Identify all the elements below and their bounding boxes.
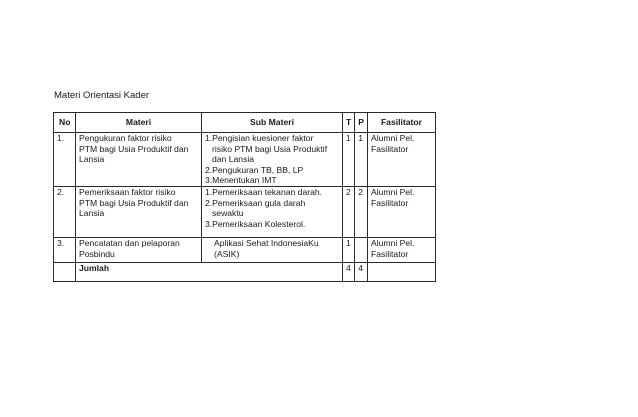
total-fasilitator-empty xyxy=(367,262,435,281)
table-row xyxy=(54,133,436,187)
materi-line: Pemeriksaan faktor risiko xyxy=(79,186,176,197)
table-row xyxy=(54,237,436,262)
total-label: Jumlah xyxy=(76,262,343,281)
fasilitator-line: Fasilitator xyxy=(370,248,409,259)
sub-materi-line: 2.Pengukuran TB, BB, LP xyxy=(205,164,304,175)
row-sub-materi xyxy=(202,133,343,187)
table-row xyxy=(54,186,436,237)
row-no: 2. xyxy=(54,186,76,237)
header-p: P xyxy=(355,113,368,133)
row-no: 1. xyxy=(54,133,76,187)
row-fasilitator xyxy=(367,237,435,262)
sub-materi-line: 3.Pemeriksaan Kolesterol. xyxy=(205,218,306,229)
row-t: 1 xyxy=(343,133,355,187)
row-materi xyxy=(76,237,202,262)
header-t: T xyxy=(343,113,355,133)
header-materi: Materi xyxy=(76,113,202,133)
sub-materi-line: sewaktu xyxy=(212,208,244,219)
materi-line: Posbindu xyxy=(79,248,115,259)
sub-materi-line: 1.Pemeriksaan tekanan darah. xyxy=(205,186,323,197)
row-p: 2 xyxy=(355,186,368,237)
row-no: 3. xyxy=(54,237,76,262)
row-materi xyxy=(76,186,202,237)
sub-materi-line: dan Lansia xyxy=(212,154,255,165)
materi-line: Lansia xyxy=(79,208,105,219)
materi-line: PTM bagi Usia Produktif dan xyxy=(79,143,189,154)
materi-line: Lansia xyxy=(79,154,105,165)
sub-materi-line: risiko PTM bagi Usia Produktif xyxy=(212,143,328,154)
materi-line: Pengukuran faktor risiko xyxy=(79,133,172,143)
sub-materi-line: Aplikasi Sehat IndonesiaKu xyxy=(214,237,319,248)
fasilitator-line: Alumni Pel. xyxy=(370,133,415,143)
total-row xyxy=(54,262,436,281)
total-t: 4 xyxy=(343,262,355,281)
sub-materi-line: 3.Menentukan IMT xyxy=(205,175,277,186)
sub-materi-line: (ASIK) xyxy=(214,248,240,259)
table-caption: Materi Orientasi Kader xyxy=(54,90,150,101)
materi-line: Pencatatan dan pelaporan xyxy=(79,237,180,248)
row-p: 1 xyxy=(355,133,368,187)
row-p xyxy=(355,237,368,262)
row-sub-materi xyxy=(202,186,343,237)
row-fasilitator xyxy=(367,133,435,187)
materi-line: PTM bagi Usia Produktif dan xyxy=(79,197,189,208)
total-p: 4 xyxy=(355,262,368,281)
row-materi xyxy=(76,133,202,187)
fasilitator-line: Alumni Pel. xyxy=(370,186,415,197)
row-fasilitator xyxy=(367,186,435,237)
fasilitator-line: Fasilitator xyxy=(370,143,409,154)
fasilitator-line: Alumni Pel. xyxy=(370,237,415,248)
header-sub-materi: Sub Materi xyxy=(202,113,343,133)
row-t: 1 xyxy=(343,237,355,262)
header-fasilitator: Fasilitator xyxy=(367,113,435,133)
header-no: No xyxy=(54,113,76,133)
row-t: 2 xyxy=(343,186,355,237)
fasilitator-line: Fasilitator xyxy=(370,197,409,208)
materi-table xyxy=(53,112,436,282)
total-empty-cell xyxy=(54,262,76,281)
header-row xyxy=(54,113,436,133)
sub-materi-line: 2.Pemeriksaan gula darah xyxy=(205,197,306,208)
row-sub-materi xyxy=(202,237,343,262)
sub-materi-line: 1.Pengisian kuesioner faktor xyxy=(205,133,314,143)
